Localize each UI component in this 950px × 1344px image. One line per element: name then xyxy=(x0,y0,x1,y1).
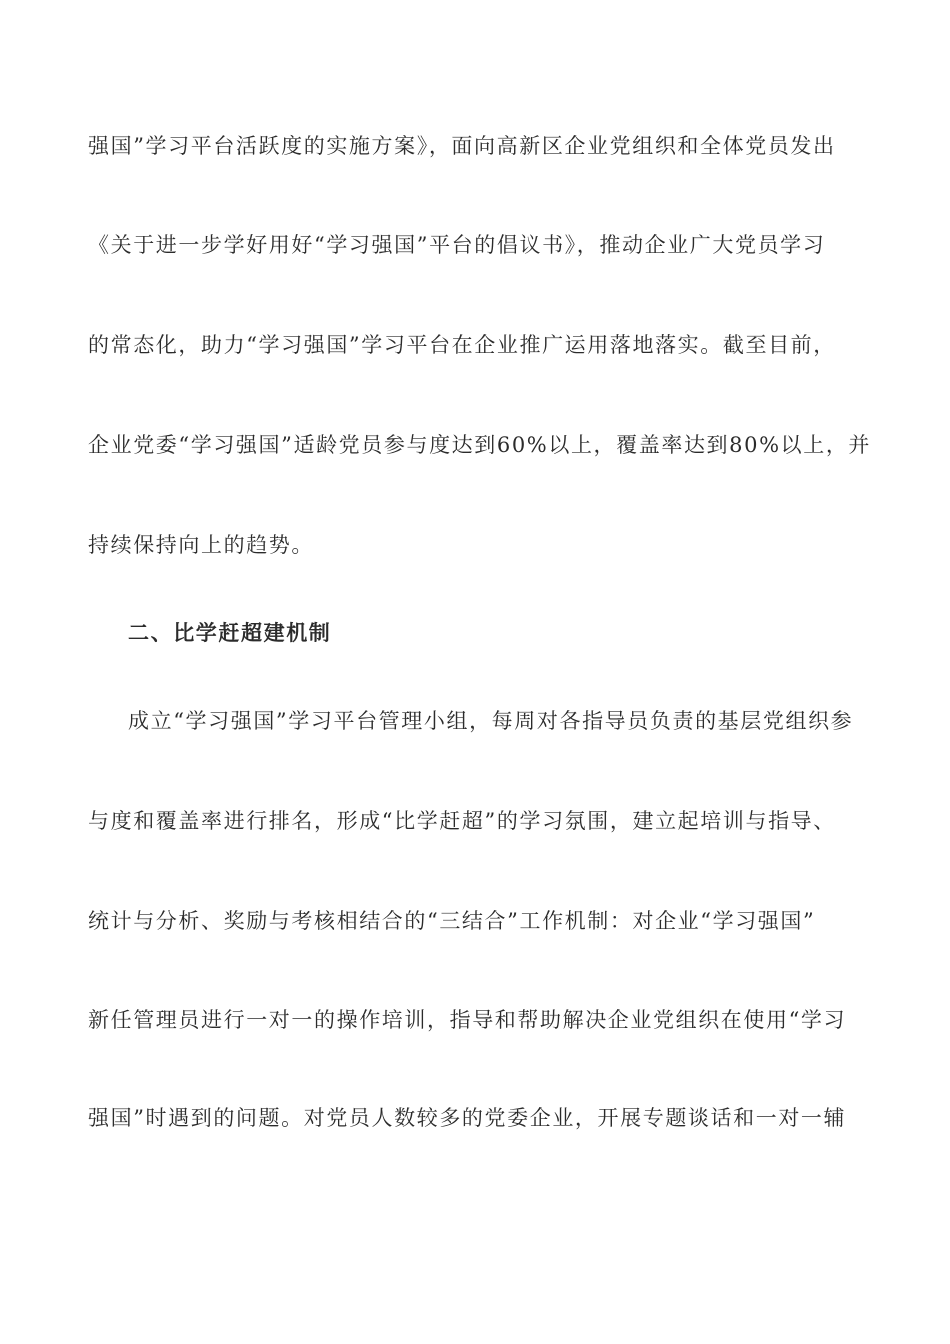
paragraph-line: 企业党委“学习强国”适龄党员参与度达到60%以上，覆盖率达到80%以上，并 xyxy=(88,433,872,457)
paragraph-line: 统计与分析、奖励与考核相结合的“三结合”工作机制：对企业“学习强国” xyxy=(88,909,816,933)
paragraph-line: 《关于进一步学好用好“学习强国”平台的倡议书》，推动企业广大党员学习 xyxy=(88,233,826,257)
paragraph-line: 与度和覆盖率进行排名，形成“比学赶超”的学习氛围，建立起培训与指导、 xyxy=(88,809,836,833)
paragraph-line: 成立“学习强国”学习平台管理小组，每周对各指导员负责的基层党组织参 xyxy=(128,709,854,733)
paragraph-line: 的常态化，助力“学习强国”学习平台在企业推广运用落地落实。截至目前， xyxy=(88,333,836,357)
section-heading: 二、比学赶超建机制 xyxy=(128,620,332,645)
paragraph-line: 新任管理员进行一对一的操作培训，指导和帮助解决企业党组织在使用“学习 xyxy=(88,1008,847,1032)
paragraph-line: 强国”时遇到的问题。对党员人数较多的党委企业，开展专题谈话和一对一辅 xyxy=(88,1106,847,1130)
paragraph-line: 持续保持向上的趋势。 xyxy=(88,533,314,557)
paragraph-line: 强国”学习平台活跃度的实施方案》，面向高新区企业党组织和全体党员发出 xyxy=(88,134,836,158)
